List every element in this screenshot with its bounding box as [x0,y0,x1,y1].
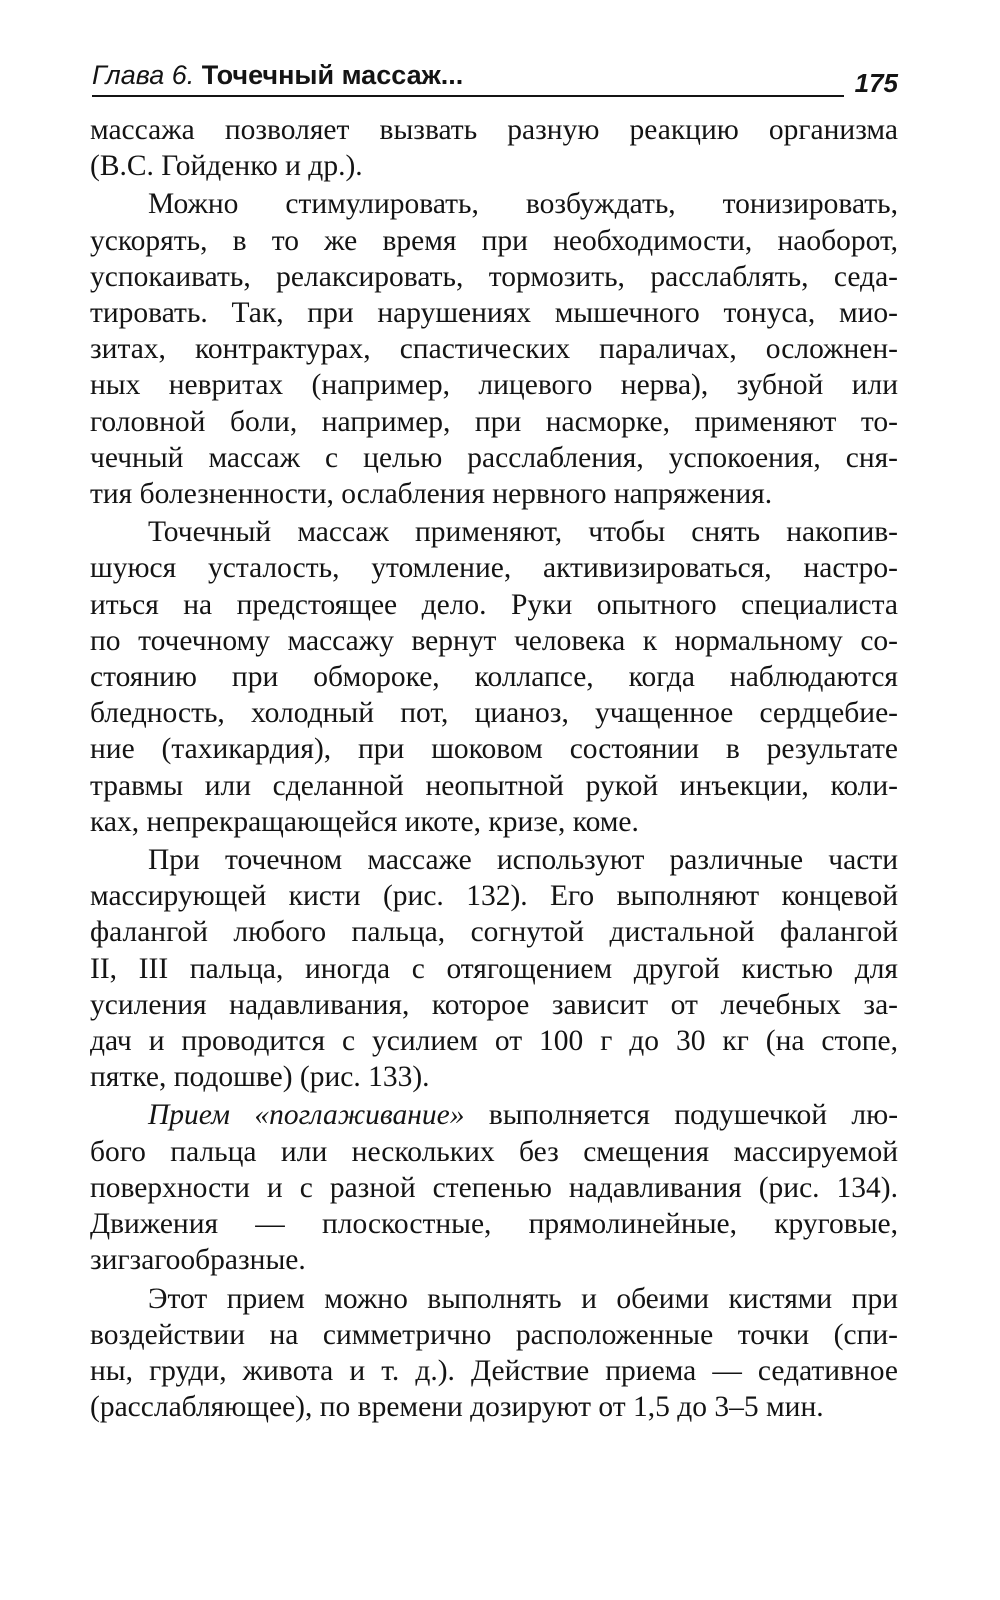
text-line-rest: выполняется подушечкой лю- [488,1099,899,1132]
text-line: ние (тахикардия), при шоковом состоянии в результате [90,733,898,766]
italic-term: Прием «поглаживание» [148,1099,465,1132]
text-line: бледность, холодный пот, цианоз, учащенное сердцебие- [90,697,898,730]
text-line: по точечному массажу вернут человека к нормальному со- [90,624,898,657]
text-line: Этот прием можно выполнять и обеими кистями при [148,1282,898,1315]
running-head [92,58,463,92]
text-line: (расслабляющее), по времени дозируют от 1,5 до 3–5 мин. [90,1391,824,1424]
text-line: тия болезненности, ослабления нервного напряжения. [90,478,773,511]
text-line: ных невритах (например, лицевого нерва), зубной или [90,369,898,402]
text-line: зитах, контрактурах, спастических параличах, осложнен- [90,333,898,366]
text-line: II, III пальца, иногда с отягощением другой кистью для [90,952,898,985]
text-line: чечный массаж с целью расслабления, успокоения, сня- [90,441,898,474]
text-line: При точечном массаже используют различные части [148,844,898,877]
chapter-label: Глава 6. [92,60,195,90]
body-text [90,112,898,1425]
text-line-with-term [90,1097,898,1133]
text-line: головной боли, например, при насморке, применяют то- [90,405,898,438]
text-line: зигзагообразные. [90,1244,306,1277]
text-line: шуюся усталость, утомление, активизироваться, настро- [90,552,898,585]
text-line: Движения — плоскостные, прямолинейные, круговые, [90,1208,898,1241]
text-line: Можно стимулировать, возбуждать, тонизировать, [148,188,898,221]
header-rule [92,95,844,97]
text-line: усиления надавливания, которое зависит от лечебных за- [90,988,898,1021]
text-line: массирующей кисти (рис. 132). Его выполняют концевой [90,880,898,913]
page-number: 175 [854,68,898,98]
text-line: успокаивать, релаксировать, тормозить, расслаблять, седа- [90,260,898,293]
text-line: травмы или сделанной неопытной рукой инъекции, коли- [90,769,898,802]
running-header [92,58,898,102]
text-line: тировать. Так, при нарушениях мышечного тонуса, мио- [90,297,898,330]
text-line: бого пальца или нескольких без смещения массируемой [90,1135,898,1168]
text-line: ках, непрекращающейся икоте, кризе, коме. [90,805,639,838]
text-line: фалангой любого пальца, согнутой дистальной фалангой [90,916,898,949]
text-line: дач и проводится с усилием от 100 г до 30 кг (на стопе, [90,1025,898,1058]
text-line: ускорять, в то же время при необходимости, наоборот, [90,224,898,257]
text-line: Точечный массаж применяют, чтобы снять накопив- [148,516,898,549]
text-line: иться на предстоящее дело. Руки опытного специалиста [90,588,898,621]
text-line: стоянию при обмороке, коллапсе, когда наблюдаются [90,661,898,694]
text-line: пятке, подошве) (рис. 133). [90,1061,430,1094]
text-line: поверхности и с разной степенью надавливания (рис. 134). [90,1171,898,1204]
chapter-title: Точечный массаж... [201,60,464,90]
text-line: ны, груди, живота и т. д.). Действие приема — седативное [90,1354,898,1387]
text-line: воздействии на симметрично расположенные точки (спи- [90,1318,898,1351]
text-line: (В.С. Гойденко и др.). [90,150,363,183]
text-line: массажа позволяет вызвать разную реакцию организма [90,114,898,146]
